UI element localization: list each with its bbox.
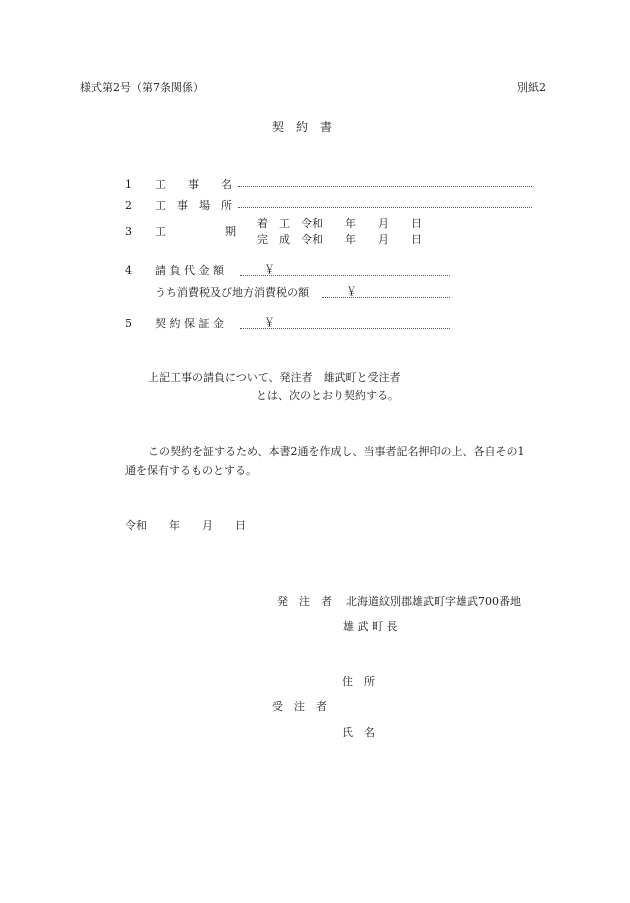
item2-dotted-line [238, 207, 532, 208]
form-number: 様式第2号（第7条関係） [80, 81, 204, 94]
intro-line-2: とは、次のとおり契約する。 [256, 389, 399, 402]
item1-label: 工 事 名 [155, 178, 232, 191]
contractor-label: 受 注 者 [272, 700, 327, 713]
document-title: 契 約 書 [272, 120, 333, 134]
guarantee-dotted-line [240, 328, 450, 329]
construction-end-line: 完 成 令和 年 月 日 [257, 233, 422, 246]
item4-label: 請 負 代 金 額 [155, 264, 224, 277]
item3-label-right: 期 [225, 225, 236, 238]
item2-label: 工 事 場 所 [155, 199, 232, 212]
tax-dotted-line [322, 297, 450, 298]
contractor-address-label: 住 所 [342, 675, 375, 688]
guarantee-yen: ￥ [264, 316, 275, 329]
contract-amount-dotted-line [240, 275, 450, 276]
item1-dotted-line [238, 186, 532, 187]
contractor-name-label: 氏 名 [342, 726, 375, 739]
item3-label-left: 工 [155, 225, 166, 238]
construction-start-line: 着 工 令和 年 月 日 [257, 217, 422, 230]
proof-line-2: 通を保有するものとする。 [125, 464, 257, 477]
item5-label: 契 約 保 証 金 [155, 317, 224, 330]
orderer-address: 北海道紋別郡雄武町字雄武700番地 [346, 595, 521, 608]
intro-line-1: 上記工事の請負について、発注者 雄武町と受注者 [148, 371, 401, 384]
item4-number: 4 [125, 264, 132, 277]
item1-number: 1 [125, 178, 132, 191]
contract-amount-yen: ￥ [264, 263, 275, 276]
proof-line-1: この契約を証するため、本書2通を作成し、当事者記名押印の上、各自その1 [148, 445, 525, 458]
item5-number: 5 [125, 317, 132, 330]
orderer-name: 雄 武 町 長 [343, 620, 398, 633]
orderer-label: 発 注 者 [277, 595, 332, 608]
tax-amount-yen: ￥ [346, 285, 357, 298]
contract-date: 令和 年 月 日 [125, 519, 246, 532]
tax-label: うち消費税及び地方消費税の額 [155, 286, 309, 299]
item2-number: 2 [125, 199, 132, 212]
attachment-label: 別紙2 [517, 81, 546, 94]
item3-number: 3 [125, 225, 132, 238]
